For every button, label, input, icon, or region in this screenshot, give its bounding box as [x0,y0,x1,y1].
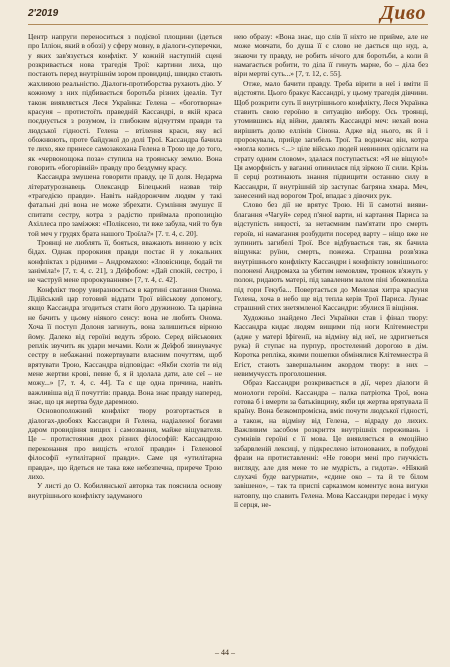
paragraph: Троянці не люблять її, бояться, вважають винною у всіх бідах. Однак пророкиня правди постає й у локальних конфліктах з рідними – Андромахою: «Зловіснице, бодай ти заніміла!» [7, т. 4, с. 21], з Деїфобом: «Дай спокій, сестро, і не частруй мене пророкуванням» [7, т. 4, с. 42]. [28,237,222,285]
paragraph: Основоположний конфлікт твору розгортається в діалогах-двобоях Кассандри й Гелена, надіаленої богами даром провидіння вищих і самозвання, майже віщувателя. Це – протистояння двох різних філософій: Кассандрою переконання про вищість «голої правди» і Геленової філософії «утилітарної правди». Саме ця «утилітарна правда», що йдеться не така вже небезпечна, прирече Трою лихо. [28,406,222,481]
header-rule [28,24,428,25]
page-number: – 44 – [215,648,235,657]
paragraph: Конфлікт твору увиразнюється в картині сватання Онома. Лідійський цар готовий віддати Трої військову допомогу, якщо Кассандра згодиться стати його дружиною. Та царівна не бачить у цьому ніякого сенсу: вона не любить Онома. Хоча її поступ Долоня загинуть, вона залишиться вірною йому. Далеко від героїні ведуть зброю. Серед військових реплік звучить як удари мечами. Коли ж Деїфоб звинувачує сестру в небажанні пожертвувати власним почуттям, щоб врятувати Трою, Кассандра відповідає: «Якби схотів ти від мене жертви крові, певне б, я й здолала дати, але сеї – не можу...» [7, т. 4, с. 44]. Та є ще одна причина, навіть важливіша від її почуттів: правда. Вона знає правду наперед, знає, що ця жертва буде даремною. [28,284,222,407]
journal-logo: Дивo [380,2,426,24]
page-header [0,0,450,30]
paragraph: Образ Кассандри розкривається в дії, через діалоги й монологи героїні. Кассандра – палка патріотка Трої, вона готова б і вмерти за батьківщину, якби ця жертва врятувала її країну. Вона безкомпромісна, вміє почути людської гідності, а також, на відміну від Гелена, – відраду до лихих. Важливим засобом розкриття внутрішніх переживань і сумнівів героїні є її мова. Це виявляється в емоційно забарвленій лексиці, у підкреслено інтонованих, в побудові фрази на протиставленні: «Не говори мені про гнучкість вигляду, але для мене то не мудрість, а гидота». «Нїякий слухачі буде вагурнати», «єдине око – та й те білом завішено», – так та приспі сарказмом коментує вона вигуки натовпу, що славить Гелена. Мова Кассандри передає і муку її серця, не- [234,378,428,509]
paragraph: нею образу: «Вона знає, що слів її ніхто не прийме, але не може мовчати, бо душа її є слово не дається що нуд, а, знаючи ту правду, не робить нічого для боротьби, а коли й намагається робити, то діла її гинуть марне, бо – діла без віри мертві суть...» [7, т. 12, с. 55]. [234,32,428,79]
left-column [28,32,222,644]
paragraph: У листі до О. Кобилянської авторка так пояснила основу внутрішнього конфлікту задуманого [28,481,222,500]
paragraph: Отже, мало бачити правду. Треба вірити в неї і вміти її відстояти. Цього бракує Кассандрі, у цьому трагедія дівчини. Щоб розкрити суть її внутрішнього конфлікту, Леся Українка ставить свою героїню в ситуацію вибору. Ось троянці, утомившись від війни, давлять Кассандрі меч: нехай вона вирішить долю еллінів Сінона. Адже від нього, як й і пророкувала, прийде загибель Трої. Та водночас він, котра «могла колись <...> ціле військо людей невинних одіслати на страту одним словом», здалася поступається: «Я не віщую!» Ця аморфність у ваганні опинилася під зіркою її сили. Крізь її серці розтинають знання підвищити останню силу в Кассандри, її внутрішній зір заступає багряна хмара. Меч, занесений над ворогом Трої, впадає з дівочих рук. [234,78,428,201]
issue-number: 2'2019 [28,8,59,19]
paragraph: Центр напруги переноситься з подієвої площини (ідеться про Ілліон, який в обозі) у сферу мовну, в діалоги-суперечки, у яких зав'язується конфлікт. У кожній наступній сцені розкривається нова трагедія Трої: картини лиха, що постають перед внутрішнім зором провидиці, швидко стають жахливою реальністю. Діалоги-протиборства рухають дію. У кожному з них підбивається боротьба різних ідеалів. Тут також виявляється Леся Українка: Гелена – «боготворна» красуня – протистоїть праведній Кассандрі, в якій краса поєднується з розумом, із глибоким відчуттям правди та людської гідності. Гелена – втілення краси, яку всі обожнюють, проте байдужої до долі Трої. Кассандра бачила те лихо, яке принесе самозакохана Гелена в Трою ще до того, як «червонощока поза» ступила на троянську землю. Вона говорить «богорівній» правду про бездумну красу. [28,32,222,173]
article-body [28,32,428,644]
paragraph: Кассандра змушена говорити правду, це її доля. Недарма літературознавець Олександр Білецький назвав твір «трагедією правди». Навіть найдорожчим людям у такі фатальні дні вона не може збрехати. Сумління змушує її спитати сестру, котра з радістю приймала пропозицію Ахіллеса про заміжжя: «Поліксено, ти вже забула, чий то був той меч у грудях брата нашого Троїла?» [7. т. 4, с. 20]. [28,172,222,238]
paragraph: Художньо знайдено Лесі Українки став і фінал твору: Кассандра кидає людям вищими під ноги Клітемнестри (адже у матері Іфігенії, на відміну від неї, не здригнеться рука) й ступає на пурпур, простелений дорогою в дім. Коротка репліка, якими пошепки обмінялися Клітемнестра й Егіст, стають завершальним акордом твору: в них – невимучуєсть проголошення. [234,312,428,378]
right-column [234,32,428,644]
paragraph: Слово без дії не врятує Трою. Ні її самотні вияви-благання «Чагуй» серед п'яної варти, ні картання Париса за відступість ницості, за нетаємним пам'ятати про смерть героїв, ні намагання розбудити посеред варту – ніщо вже не зупинить загибелі Трої. Все відбувається так, як бачила віщунка: руїни, смерть, пожежа. Страшна розв'язка внутрішнього конфлікту Кассандри і конфлікту зовнішнього: полонені Андромаха за убитим немовлям, троянок в'яжуть у полон, ридають матері, під заваленим валом піні збожеволіла під гори Гекуба... Повертається до Менелая хитра красуня Гелена, хоча в небо ще від тепла керів Трої Париса. Лунає страшний стих знетямленої Кассандри: збулися її віщіння. [234,200,428,313]
